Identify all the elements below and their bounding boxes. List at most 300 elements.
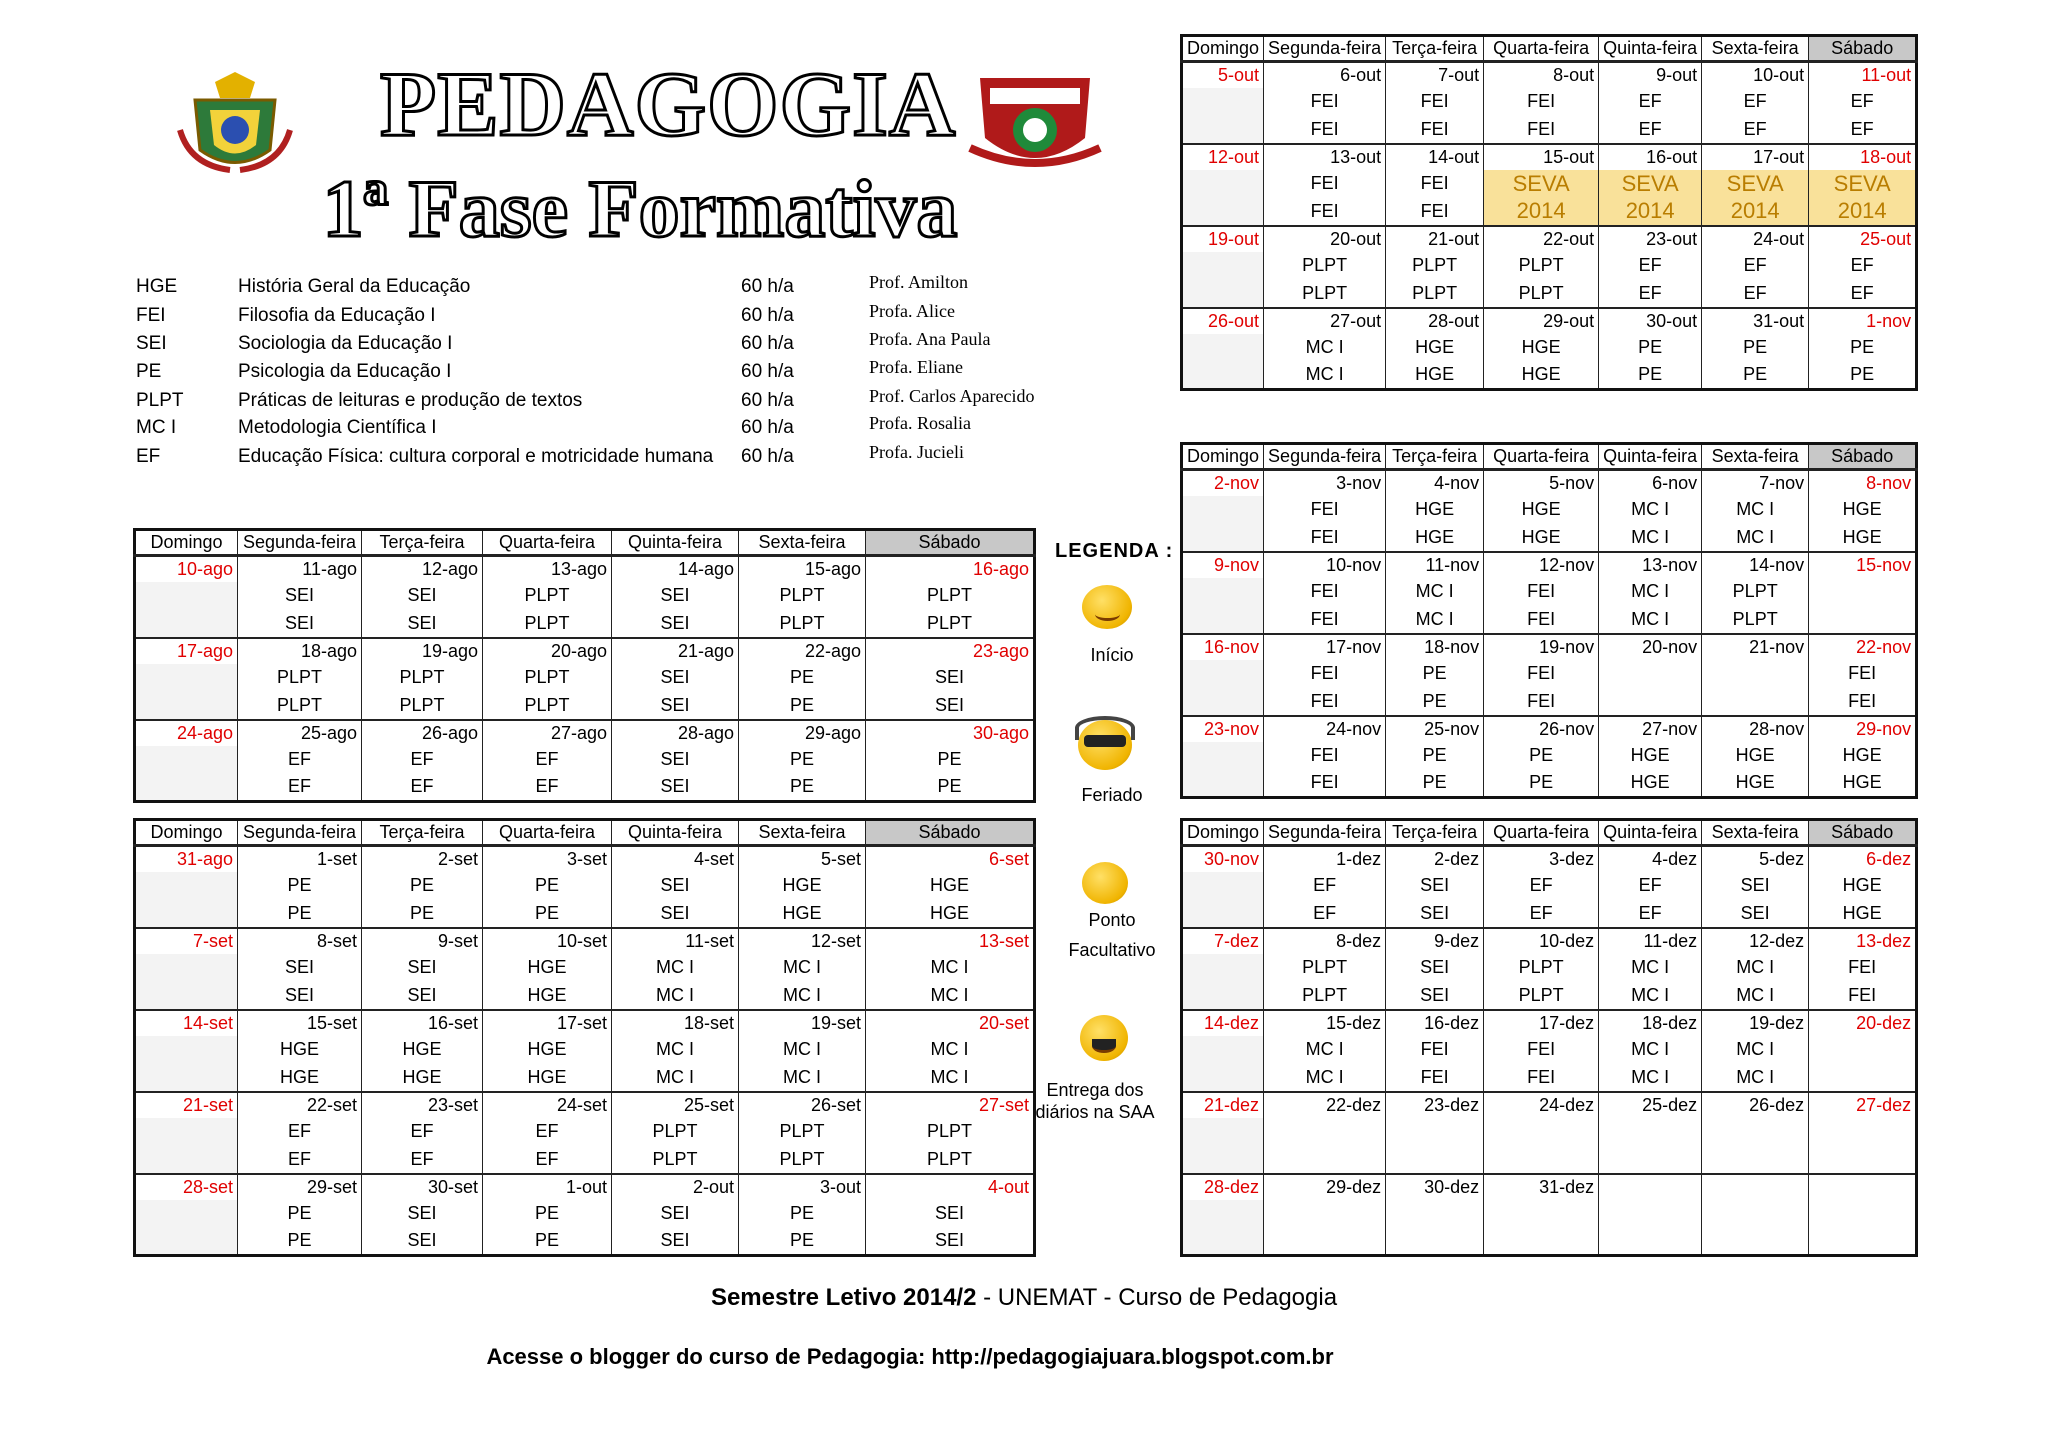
class-cell xyxy=(1809,1036,1917,1064)
class-cell: PE xyxy=(362,872,483,900)
class-cell: FEI xyxy=(1484,116,1599,144)
class-cell xyxy=(1264,1118,1386,1146)
weekday-header: Segunda-feira xyxy=(1264,444,1386,470)
subject-name: Metodologia Científica I xyxy=(238,417,437,438)
class-cell xyxy=(1484,1200,1599,1228)
class-cell: PE xyxy=(1484,742,1599,770)
weekday-header: Quarta-feira xyxy=(1484,444,1599,470)
class-cell: HGE xyxy=(362,1036,483,1064)
calendar-date: 11-dez xyxy=(1599,928,1702,954)
calendar-date: 18-set xyxy=(612,1010,739,1036)
calendar-date: 10-ago xyxy=(135,556,238,582)
class-cell: HGE xyxy=(1484,524,1599,552)
calendar-date: 28-dez xyxy=(1182,1174,1264,1200)
class-cell xyxy=(1182,362,1264,390)
calendar-date: 25-out xyxy=(1809,226,1917,252)
class-cell xyxy=(1182,88,1264,116)
class-cell: HGE xyxy=(1484,362,1599,390)
class-cell xyxy=(135,1146,238,1174)
class-cell: HGE xyxy=(1809,770,1917,798)
legend-label-optional-2: Facultativo xyxy=(1068,940,1156,960)
calendar-date: 23-ago xyxy=(866,638,1035,664)
class-cell: MC I xyxy=(1702,524,1809,552)
class-cell: HGE xyxy=(1386,334,1484,362)
subject-professor: Profa. Jucieli xyxy=(869,442,964,462)
weekday-header: Segunda-feira xyxy=(1264,820,1386,846)
calendar-date: 27-out xyxy=(1264,308,1386,334)
calendar-date: 11-set xyxy=(612,928,739,954)
class-cell: PLPT xyxy=(1484,252,1599,280)
class-cell: MC I xyxy=(1264,362,1386,390)
class-cell xyxy=(1599,688,1702,716)
class-cell: HGE xyxy=(1386,524,1484,552)
class-cell xyxy=(1182,1200,1264,1228)
class-cell: PLPT xyxy=(1484,280,1599,308)
calendar-date: 23-set xyxy=(362,1092,483,1118)
class-cell xyxy=(1484,1146,1599,1174)
class-cell: HGE xyxy=(483,1036,612,1064)
calendar-date: 31-dez xyxy=(1484,1174,1599,1200)
calendar-date: 13-nov xyxy=(1599,552,1702,578)
subject-professor: Prof. Carlos Aparecido xyxy=(869,386,1035,406)
calendar-date: 5-out xyxy=(1182,62,1264,88)
calendar-date: 19-nov xyxy=(1484,634,1599,660)
class-cell: EF xyxy=(238,1118,362,1146)
class-cell: PLPT xyxy=(1386,280,1484,308)
class-cell: FEI xyxy=(1264,496,1386,524)
calendar-date: 22-set xyxy=(238,1092,362,1118)
subject-code: FEI xyxy=(136,305,166,326)
class-cell xyxy=(1182,496,1264,524)
calendar-date: 14-ago xyxy=(612,556,739,582)
weekday-header: Segunda-feira xyxy=(238,530,362,556)
class-cell: MC I xyxy=(866,954,1035,982)
class-cell xyxy=(1599,1118,1702,1146)
class-cell: FEI xyxy=(1809,954,1917,982)
class-cell: 2014 xyxy=(1809,198,1917,226)
calendar-date: 29-ago xyxy=(739,720,866,746)
class-cell: HGE xyxy=(1702,742,1809,770)
weekday-header: Domingo xyxy=(135,820,238,846)
class-cell: FEI xyxy=(1484,660,1599,688)
calendar-date: 14-out xyxy=(1386,144,1484,170)
calendar-date: 19-set xyxy=(739,1010,866,1036)
class-cell: MC I xyxy=(1599,1036,1702,1064)
subject-professor: Profa. Alice xyxy=(869,301,955,321)
subject-name: Práticas de leituras e produção de textos xyxy=(238,390,583,411)
class-cell xyxy=(135,872,238,900)
class-cell: PLPT xyxy=(612,1118,739,1146)
holiday-icon xyxy=(1078,720,1132,770)
class-cell: PE xyxy=(866,774,1035,802)
weekday-header: Quarta-feira xyxy=(1484,36,1599,62)
class-cell: EF xyxy=(1702,252,1809,280)
calendar-date: 9-out xyxy=(1599,62,1702,88)
calendar-date: 2-out xyxy=(612,1174,739,1200)
calendar-date: 4-set xyxy=(612,846,739,872)
class-cell: SEI xyxy=(1386,900,1484,928)
institution-label: - UNEMAT - Curso de Pedagogia xyxy=(976,1284,1338,1311)
class-cell: EF xyxy=(1702,116,1809,144)
class-cell: PE xyxy=(483,1200,612,1228)
class-cell xyxy=(1182,1146,1264,1174)
class-cell: HGE xyxy=(866,900,1035,928)
calendar-date: 18-dez xyxy=(1599,1010,1702,1036)
calendar-date: 23-nov xyxy=(1182,716,1264,742)
class-cell: SEI xyxy=(1386,872,1484,900)
weekday-header: Sábado xyxy=(1809,36,1917,62)
weekday-header: Quinta-feira xyxy=(612,530,739,556)
class-cell: MC I xyxy=(1702,954,1809,982)
class-cell: HGE xyxy=(1809,742,1917,770)
class-cell: SEI xyxy=(866,1228,1035,1256)
class-cell: EF xyxy=(1264,872,1386,900)
calendar-date: 12-dez xyxy=(1702,928,1809,954)
calendar-date: 25-nov xyxy=(1386,716,1484,742)
calendar-date: 7-dez xyxy=(1182,928,1264,954)
calendar-date: 4-nov xyxy=(1386,470,1484,496)
class-cell xyxy=(1809,578,1917,606)
class-cell: SEI xyxy=(238,982,362,1010)
subject-code: PE xyxy=(136,361,162,382)
class-cell: MC I xyxy=(866,982,1035,1010)
class-cell: SEVA xyxy=(1484,170,1599,198)
calendar-date: 8-set xyxy=(238,928,362,954)
calendar-date: 19-out xyxy=(1182,226,1264,252)
calendar-date: 14-set xyxy=(135,1010,238,1036)
calendar-date: 22-out xyxy=(1484,226,1599,252)
calendar-date: 18-nov xyxy=(1386,634,1484,660)
legend-title: LEGENDA : xyxy=(1055,540,1174,562)
weekday-header: Sábado xyxy=(866,530,1035,556)
class-cell: FEI xyxy=(1809,982,1917,1010)
diary-delivery-icon xyxy=(1080,1015,1128,1061)
calendar-date: 20-out xyxy=(1264,226,1386,252)
calendar-date: 14-dez xyxy=(1182,1010,1264,1036)
class-cell: PE xyxy=(238,872,362,900)
calendar-date: 30-ago xyxy=(866,720,1035,746)
calendar-date: 9-set xyxy=(362,928,483,954)
calendar-date: 27-nov xyxy=(1599,716,1702,742)
subject-name: Sociologia da Educação I xyxy=(238,333,453,354)
class-cell: EF xyxy=(1599,116,1702,144)
calendar-date: 22-ago xyxy=(739,638,866,664)
class-cell: PE xyxy=(1702,334,1809,362)
class-cell xyxy=(1182,688,1264,716)
calendar-date: 12-ago xyxy=(362,556,483,582)
class-cell: MC I xyxy=(739,1036,866,1064)
class-cell: FEI xyxy=(1264,578,1386,606)
calendar-date: 26-set xyxy=(739,1092,866,1118)
blog-link-text[interactable]: Acesse o blogger do curso de Pedagogia: http://pedagogiajuara.blogspot.com.br xyxy=(486,1344,1334,1369)
calendar-date: 13-dez xyxy=(1809,928,1917,954)
class-cell xyxy=(1386,1200,1484,1228)
weekday-header: Quarta-feira xyxy=(483,530,612,556)
class-cell: EF xyxy=(1484,900,1599,928)
calendar-date xyxy=(1599,1174,1702,1200)
legend-label-diary-2: diários na SAA xyxy=(1035,1102,1155,1122)
class-cell: FEI xyxy=(1484,1036,1599,1064)
calendar-date: 22-dez xyxy=(1264,1092,1386,1118)
class-cell: PE xyxy=(739,774,866,802)
class-cell: PLPT xyxy=(1484,982,1599,1010)
class-cell: EF xyxy=(483,1118,612,1146)
class-cell xyxy=(1182,524,1264,552)
class-cell: MC I xyxy=(1599,954,1702,982)
calendar-date: 17-set xyxy=(483,1010,612,1036)
class-cell: PLPT xyxy=(739,582,866,610)
calendar-date: 29-dez xyxy=(1264,1174,1386,1200)
class-cell: MC I xyxy=(612,1064,739,1092)
class-cell: PE xyxy=(483,1228,612,1256)
calendar-date: 20-nov xyxy=(1599,634,1702,660)
class-cell: PE xyxy=(238,1228,362,1256)
class-cell: MC I xyxy=(866,1036,1035,1064)
class-cell: MC I xyxy=(1702,1036,1809,1064)
calendar-date: 13-ago xyxy=(483,556,612,582)
legend-label-optional-1: Ponto xyxy=(1088,910,1136,930)
class-cell xyxy=(1264,1228,1386,1256)
class-cell: SEI xyxy=(866,1200,1035,1228)
class-cell: EF xyxy=(238,1146,362,1174)
calendar-date: 7-set xyxy=(135,928,238,954)
class-cell xyxy=(135,900,238,928)
weekday-header: Terça-feira xyxy=(362,530,483,556)
semester-label: Semestre Letivo 2014/2 xyxy=(710,1284,977,1311)
weekday-header: Quinta-feira xyxy=(1599,444,1702,470)
class-cell: PLPT xyxy=(1264,982,1386,1010)
calendar-table xyxy=(1180,34,1918,391)
calendar-date: 21-ago xyxy=(612,638,739,664)
class-cell: 2014 xyxy=(1702,198,1809,226)
class-cell: SEI xyxy=(612,1228,739,1256)
class-cell xyxy=(1182,606,1264,634)
calendar-date: 26-nov xyxy=(1484,716,1599,742)
class-cell: PE xyxy=(1599,362,1702,390)
class-cell: PLPT xyxy=(1264,280,1386,308)
class-cell: FEI xyxy=(1386,116,1484,144)
class-cell: FEI xyxy=(1264,88,1386,116)
class-cell xyxy=(135,746,238,774)
calendar-date: 25-ago xyxy=(238,720,362,746)
class-cell: PE xyxy=(739,692,866,720)
class-cell: MC I xyxy=(1702,496,1809,524)
subject-row xyxy=(136,329,1096,357)
class-cell: PE xyxy=(1599,334,1702,362)
subject-name: Educação Física: cultura corporal e motricidade humana xyxy=(238,446,714,467)
weekday-header: Segunda-feira xyxy=(238,820,362,846)
class-cell xyxy=(1182,982,1264,1010)
class-cell: EF xyxy=(1702,280,1809,308)
class-cell: PLPT xyxy=(483,582,612,610)
class-cell: HGE xyxy=(1386,496,1484,524)
class-cell: EF xyxy=(1809,280,1917,308)
calendar-date: 15-set xyxy=(238,1010,362,1036)
class-cell: SEI xyxy=(612,692,739,720)
class-cell: PE xyxy=(238,900,362,928)
class-cell: MC I xyxy=(739,982,866,1010)
class-cell: PLPT xyxy=(866,610,1035,638)
subject-row xyxy=(136,442,1096,470)
legend-label-holiday: Feriado xyxy=(1081,785,1143,805)
class-cell xyxy=(135,1118,238,1146)
class-cell xyxy=(1386,1118,1484,1146)
calendar-date: 31-out xyxy=(1702,308,1809,334)
subject-code: PLPT xyxy=(136,390,184,411)
class-cell xyxy=(135,610,238,638)
class-cell: HGE xyxy=(739,900,866,928)
calendar-date: 26-out xyxy=(1182,308,1264,334)
class-cell: MC I xyxy=(1264,334,1386,362)
calendar-date: 20-set xyxy=(866,1010,1035,1036)
class-cell: MC I xyxy=(739,954,866,982)
class-cell: PLPT xyxy=(483,664,612,692)
class-cell: SEI xyxy=(612,610,739,638)
class-cell: FEI xyxy=(1484,688,1599,716)
class-cell xyxy=(1702,1200,1809,1228)
calendar-date: 9-dez xyxy=(1386,928,1484,954)
weekday-header: Sexta-feira xyxy=(1702,820,1809,846)
calendar-date: 27-set xyxy=(866,1092,1035,1118)
class-cell: FEI xyxy=(1809,688,1917,716)
subject-code: EF xyxy=(136,446,161,467)
class-cell: SEI xyxy=(1386,982,1484,1010)
class-cell xyxy=(1182,170,1264,198)
calendar-date: 15-dez xyxy=(1264,1010,1386,1036)
class-cell: HGE xyxy=(739,872,866,900)
class-cell: FEI xyxy=(1386,170,1484,198)
calendar-date: 16-out xyxy=(1599,144,1702,170)
class-cell: MC I xyxy=(1599,524,1702,552)
class-cell: MC I xyxy=(1599,1064,1702,1092)
calendar-date: 20-dez xyxy=(1809,1010,1917,1036)
class-cell: PE xyxy=(739,664,866,692)
class-cell: SEI xyxy=(362,954,483,982)
weekday-header: Segunda-feira xyxy=(1264,36,1386,62)
subject-hours: 60 h/a xyxy=(741,276,794,297)
calendar-date: 11-nov xyxy=(1386,552,1484,578)
weekday-header: Domingo xyxy=(135,530,238,556)
calendar-date: 30-out xyxy=(1599,308,1702,334)
class-cell: EF xyxy=(238,746,362,774)
class-cell: PLPT xyxy=(1264,252,1386,280)
class-cell: PLPT xyxy=(483,692,612,720)
class-cell: PE xyxy=(1386,660,1484,688)
start-icon xyxy=(1082,585,1132,629)
calendar-date: 6-dez xyxy=(1809,846,1917,872)
subject-code: MC I xyxy=(136,417,177,438)
calendar-date: 24-ago xyxy=(135,720,238,746)
class-cell: MC I xyxy=(1264,1064,1386,1092)
weekday-header: Quinta-feira xyxy=(612,820,739,846)
class-cell xyxy=(1182,280,1264,308)
class-cell xyxy=(1182,742,1264,770)
class-cell xyxy=(1182,1228,1264,1256)
class-cell: SEI xyxy=(612,664,739,692)
class-cell: FEI xyxy=(1264,606,1386,634)
class-cell xyxy=(1182,334,1264,362)
class-cell: EF xyxy=(1599,252,1702,280)
class-cell: PLPT xyxy=(362,692,483,720)
subject-row xyxy=(136,301,1096,329)
class-cell: HGE xyxy=(1484,496,1599,524)
class-cell: SEI xyxy=(362,582,483,610)
subject-row xyxy=(136,386,1096,414)
class-cell: SEI xyxy=(238,954,362,982)
unemat-logo xyxy=(960,68,1110,178)
class-cell: FEI xyxy=(1484,606,1599,634)
class-cell: FEI xyxy=(1264,198,1386,226)
class-cell: EF xyxy=(362,746,483,774)
calendar-date: 8-dez xyxy=(1264,928,1386,954)
class-cell: FEI xyxy=(1809,660,1917,688)
weekday-header: Sexta-feira xyxy=(739,530,866,556)
calendar-date: 1-dez xyxy=(1264,846,1386,872)
calendar-date xyxy=(1702,1174,1809,1200)
calendar-date: 1-out xyxy=(483,1174,612,1200)
class-cell: SEI xyxy=(238,582,362,610)
subject-row xyxy=(136,272,1096,300)
subject-professor: Profa. Rosalia xyxy=(869,413,971,433)
class-cell xyxy=(1484,1228,1599,1256)
class-cell: SEI xyxy=(238,610,362,638)
class-cell xyxy=(135,1064,238,1092)
calendar-date: 2-nov xyxy=(1182,470,1264,496)
class-cell: PLPT xyxy=(1702,578,1809,606)
class-cell: MC I xyxy=(1702,982,1809,1010)
class-cell: MC I xyxy=(1599,578,1702,606)
calendar-date: 14-nov xyxy=(1702,552,1809,578)
class-cell xyxy=(1809,1228,1917,1256)
class-cell: MC I xyxy=(1599,606,1702,634)
class-cell: SEVA xyxy=(1702,170,1809,198)
subject-name: História Geral da Educação xyxy=(238,276,471,297)
class-cell: HGE xyxy=(238,1064,362,1092)
calendar-date: 6-set xyxy=(866,846,1035,872)
class-cell: PE xyxy=(1702,362,1809,390)
class-cell: PLPT xyxy=(739,1118,866,1146)
calendar-date: 5-dez xyxy=(1702,846,1809,872)
class-cell: 2014 xyxy=(1599,198,1702,226)
weekday-header: Terça-feira xyxy=(1386,444,1484,470)
class-cell: EF xyxy=(238,774,362,802)
class-cell: SEI xyxy=(362,982,483,1010)
calendar-date: 27-dez xyxy=(1809,1092,1917,1118)
calendar-date: 1-set xyxy=(238,846,362,872)
class-cell: PE xyxy=(362,900,483,928)
class-cell: SEI xyxy=(612,872,739,900)
class-cell: PE xyxy=(483,872,612,900)
class-cell: PE xyxy=(1386,770,1484,798)
calendar-date: 21-set xyxy=(135,1092,238,1118)
calendar-date: 1-nov xyxy=(1809,308,1917,334)
calendar-date: 28-out xyxy=(1386,308,1484,334)
class-cell xyxy=(1182,252,1264,280)
legend-label-start: Início xyxy=(1090,645,1134,665)
subject-code: SEI xyxy=(136,333,167,354)
subject-hours: 60 h/a xyxy=(741,361,794,382)
class-cell xyxy=(1702,1118,1809,1146)
subject-row xyxy=(136,357,1096,385)
subject-code: HGE xyxy=(136,276,178,297)
class-cell: HGE xyxy=(1386,362,1484,390)
class-cell: MC I xyxy=(1599,982,1702,1010)
calendar-date: 3-set xyxy=(483,846,612,872)
calendar-date: 3-dez xyxy=(1484,846,1599,872)
class-cell: SEI xyxy=(1702,872,1809,900)
calendar-date: 29-set xyxy=(238,1174,362,1200)
class-cell xyxy=(1809,1200,1917,1228)
